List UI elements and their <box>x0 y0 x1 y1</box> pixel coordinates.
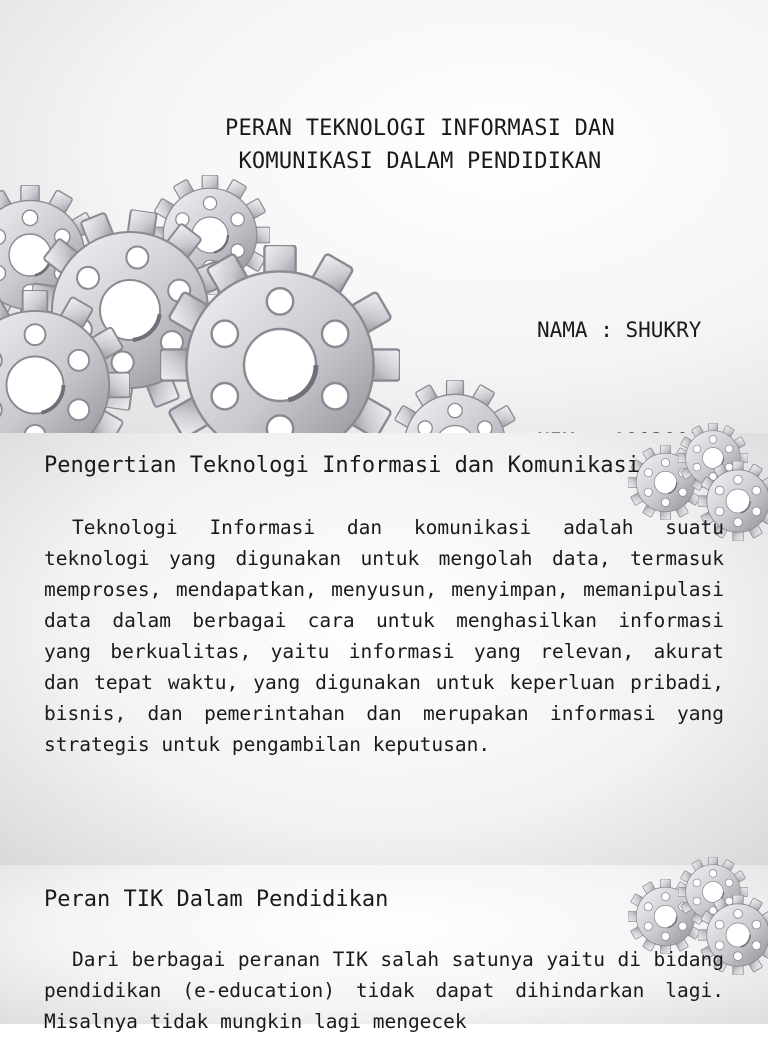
title-line-1: PERAN TEKNOLOGI INFORMASI DAN <box>225 116 615 141</box>
definition-slide <box>0 433 768 865</box>
author-name: NAMA : SHUKRY <box>537 318 702 342</box>
section-body: Dari berbagai peranan TIK salah satunya yaitu di bidang pendidikan (e-education) tidak dapat dihindarkan lagi. Misalnya tidak mungkin lagi mengecek <box>44 948 724 1033</box>
page-title <box>150 112 690 178</box>
section-heading: Pengertian Teknologi Informasi dan Komunikasi <box>44 453 641 478</box>
role-slide <box>0 865 768 1033</box>
gear-icon <box>0 150 440 433</box>
title-line-2: KOMUNIKASI DALAM PENDIDIKAN <box>238 149 602 174</box>
section-body: Teknologi Informasi dan komunikasi adalah suatu teknologi yang digunakan untuk mengolah data, termasuk memproses, mendapatkan, menyusun, menyimpan, memanipulasi data dalam berbagai cara untuk menghasilkan informasi yang berkualitas, yaitu informasi yang relevan, akurat dan tepat waktu, yang digunakan untuk keperluan pribadi, bisnis, dan pemerintahan dan merupakan informasi yang strategis untuk pengambilan keputusan. <box>44 516 724 756</box>
title-slide <box>0 0 768 433</box>
section-heading: Peran TIK Dalam Pendidikan <box>44 887 389 912</box>
